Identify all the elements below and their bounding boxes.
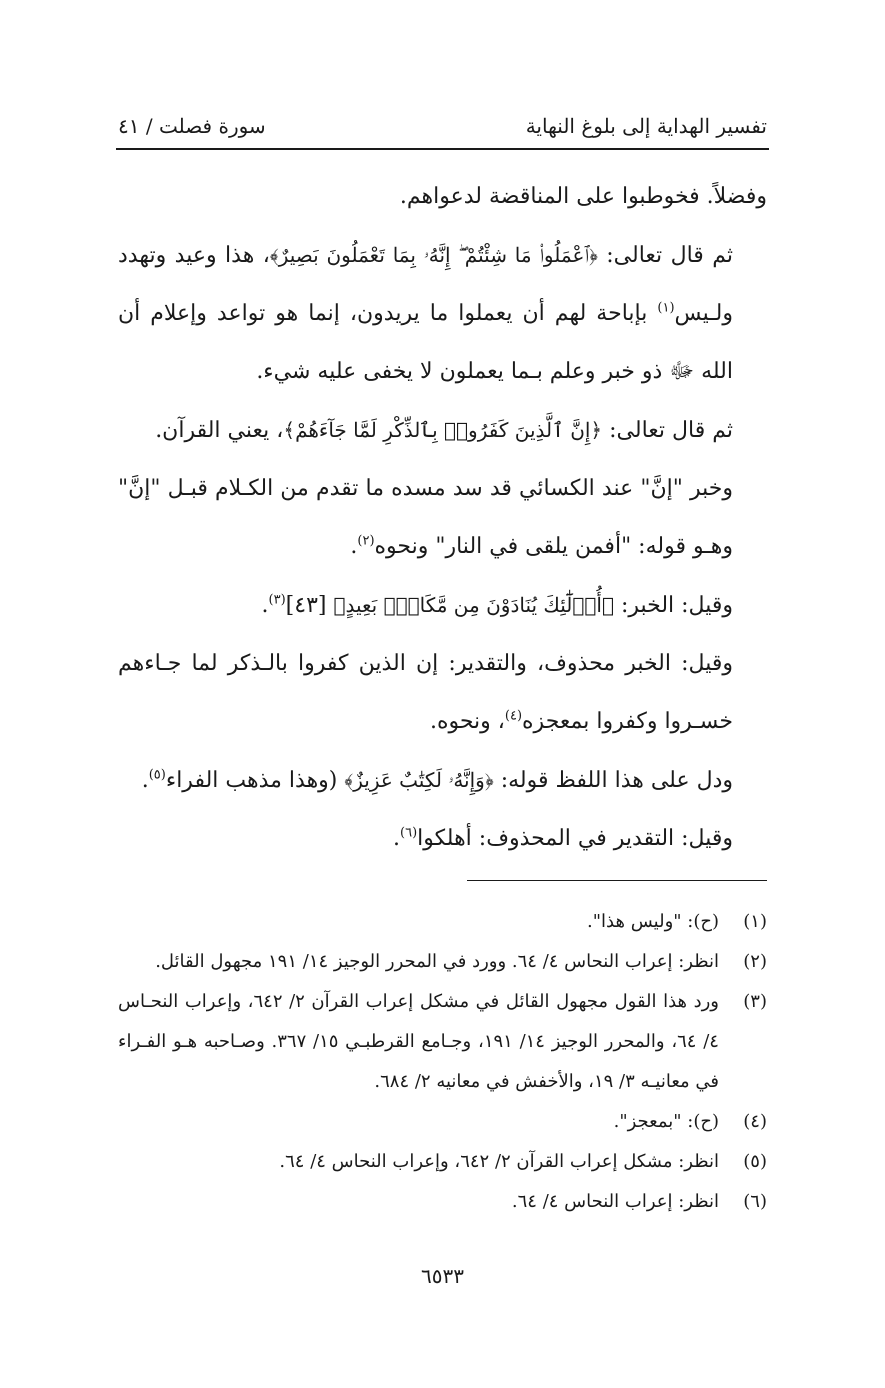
running-header — [118, 108, 767, 144]
paragraph: وخبر "إنَّ" عند الكسائي قد سد مسده ما تقدم من الكـلام قبـل "إنَّ" وهـو قوله: "أفمن يلقى في النار" ونحوه$^{(٢)}$. — [118, 476, 733, 559]
footnote-number: (٥) — [743, 1151, 767, 1172]
quran-verse: ﴿أُو۟لَٰٓئِكَ يُنَادَوْنَ مِن مَّكَانٍۭ بَعِيدٍ﴾ — [333, 593, 614, 617]
footnote — [118, 1182, 767, 1222]
footnote-text: انظر: مشكل إعراب القرآن ٢/ ٦٤٢، وإعراب النحاس ٤/ ٦٤. — [279, 1151, 719, 1172]
footnote — [118, 982, 767, 1102]
paragraph: ثم قال تعالى: ﴿ٱعْمَلُوا۟ مَا شِئْتُمْ ۖ إِنَّهُۥ بِمَا تَعْمَلُونَ بَصِيرٌ﴾، هذا وعيد وتهدد ولـيس$^{(١)}$ بإباحة لهم أن يعملوا ما يريدون، إنما هو تواعد وإعلام أن الله ﷻ ذو خبر وعلم بـما يعملون لا يخفى عليه شيء. — [118, 243, 733, 384]
page-number: ٦٥٣٣ — [421, 1264, 464, 1288]
footnote — [118, 1102, 767, 1142]
paragraph: ثم قال تعالى: ﴿إِنَّ ٱلَّذِينَ كَفَرُوا۟ بِٱلذِّكْرِ لَمَّا جَآءَهُمْ﴾، يعني القرآن. — [155, 418, 733, 443]
footnote-number: (٢) — [743, 951, 767, 972]
footnote-text: (ح): "بمعجز". — [613, 1111, 719, 1132]
paragraph: وقيل: الخبر محذوف، والتقدير: إن الذين كفروا بالـذكر لما جـاءهم خسـروا وكفروا بمعجزه$^{(٤)}$، ونحوه. — [118, 651, 733, 734]
paragraph: ودل على هذا اللفظ قوله: ﴿وَإِنَّهُۥ لَكِتَٰبٌ عَزِيزٌ﴾ (وهذا مذهب الفراء$^{(٥)}$. — [141, 767, 733, 793]
footnote — [118, 942, 767, 982]
footnote-number: (٤) — [743, 1111, 767, 1132]
main-text — [118, 168, 767, 868]
quran-verse: ﴿وَإِنَّهُۥ لَكِتَٰبٌ عَزِيزٌ﴾ — [344, 768, 494, 792]
footnote-marker: (٤) — [504, 708, 523, 724]
footnote-text: انظر: إعراب النحاس ٤/ ٦٤. — [511, 1191, 719, 1212]
paragraph: وفضلاً. فخوطبوا على المناقضة لدعواهم. — [399, 184, 767, 209]
footnote-marker: (٦) — [400, 825, 418, 841]
quran-verse: ﴿ٱعْمَلُوا۟ مَا شِئْتُمْ ۖ إِنَّهُۥ بِمَا تَعْمَلُونَ بَصِيرٌ﴾ — [269, 243, 598, 267]
footnote-number: (١) — [743, 911, 767, 932]
paragraph: وقيل: الخبر: ﴿أُو۟لَٰٓئِكَ يُنَادَوْنَ مِن مَّكَانٍۭ بَعِيدٍ﴾ [٤٣]$^{(٣)}$. — [261, 592, 733, 618]
book-title: تفسير الهداية إلى بلوغ النهاية — [525, 114, 767, 138]
footnote-rule — [467, 880, 767, 881]
footnote-text: (ح): "وليس هذا". — [587, 911, 719, 932]
footnote-number: (٣) — [743, 991, 767, 1012]
footnote-number: (٦) — [743, 1191, 767, 1212]
footnote — [118, 902, 767, 942]
paragraph: وقيل: التقدير في المحذوف: أهلكوا$^{(٦)}$. — [393, 825, 733, 851]
footnote-marker: (٥) — [148, 767, 166, 783]
footnote-marker: (٣) — [268, 592, 286, 608]
quran-verse: ﴿إِنَّ ٱلَّذِينَ كَفَرُوا۟ بِٱلذِّكْرِ لَمَّا جَآءَهُمْ﴾ — [283, 418, 603, 442]
surah-reference: سورة فصلت / ٤١ — [118, 114, 266, 138]
footnote — [118, 1142, 767, 1182]
footnotes — [118, 902, 767, 1222]
footnote-text: ورد هذا القول مجهول القائل في مشكل إعراب القرآن ٢/ ٦٤٢، وإعراب النحـاس ٤/ ٦٤، والمحرر الوجيز ١٤/ ١٩١، وجـامع القرطبـي ١٥/ ٣٦٧. وصـاحبه هـو الفـراء في معانيـه ٣/ ١٩، والأخفش في معانيه ٢/ ٦٨٤. — [118, 991, 719, 1092]
footnote-text: انظر: إعراب النحاس ٤/ ٦٤. وورد في المحرر الوجيز ١٤/ ١٩١ مجهول القائل. — [155, 951, 719, 972]
footnote-marker: (٢) — [357, 533, 375, 549]
footnote-marker: (١) — [657, 300, 675, 316]
header-rule — [116, 148, 769, 150]
